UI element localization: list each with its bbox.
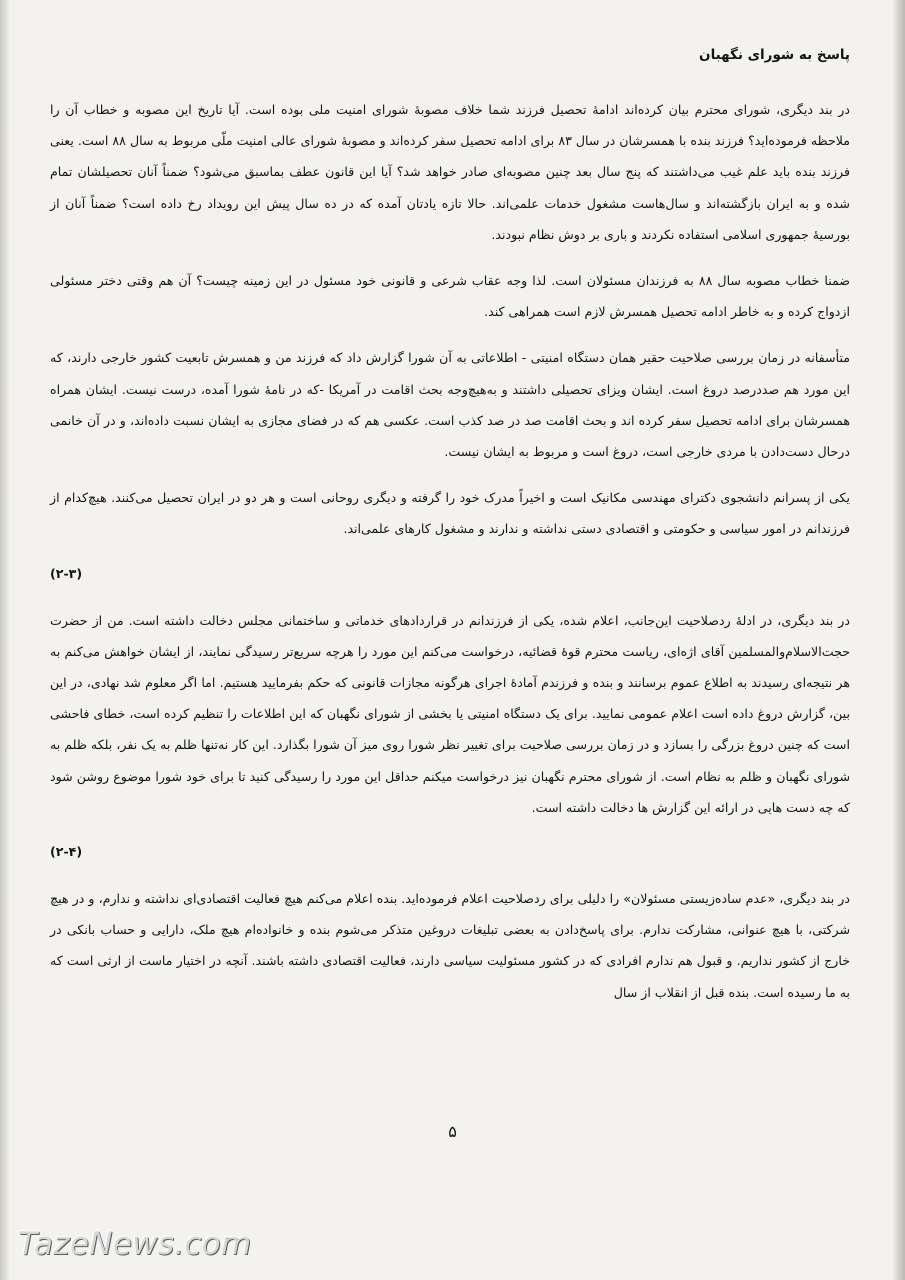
watermark-logo (18, 1226, 251, 1262)
scan-shadow-right (893, 0, 905, 1280)
paragraph: در بند دیگری، در ادلهٔ ردصلاحیت این‌جانب، اعلام شده، یکی از فرزندانم در قراردادهای خدماتی و ساختمانی مجلس دخالت داشته است. من از حضرت حجت‌الاسلام‌والمسلمین آقای اژه‌ای، ریاست محترم قوهٔ قضائیه، درخواست می‌کنم این مورد را هرچه سریع‌تر رسیدگی نمایند، از ایشان خواهش می‌کنم به هر نتیجه‌ای رسیدند به اطلاع عموم برسانند و بنده و فرزندم آمادهٔ اجرای هرگونه مجازات قانونی که حکم بفرمایید هستیم. اما اگر معلوم شد نهادی، در این بین، گزارش دروغ داده است اعلام عمومی نمایید. برای یک دستگاه امنیتی یا بخشی از شورای نگهبان که این اطلاعات را تنظیم کرده است، خطای فاحشی است که چنین دروغ بزرگی را بسازد و در زمان بررسی صلاحیت برای تغییر نظر شورا روی میز آن شورا بگذارد. این کار نه‌تنها ظلم به یک نفر، بلکه ظلم به شورای نگهبان و ظلم به نظام است. از شورای محترم نگهبان نیز درخواست میکنم حداقل این مورد را رسیدگی کنید تا برای خود شورا موضوع روشن شود که چه دست هایی در ارائه این گزارش ها دخالت داشته است. (50, 612, 850, 815)
document-page (50, 40, 850, 1023)
section-number: (۲-۴) (50, 844, 83, 860)
paragraph: متأسفانه در زمان بررسی صلاحیت حقیر همان دستگاه امنیتی - اطلاعاتی به آن شورا گزارش داد که فرزند من و همسرش تابعیت کشور خارجی دارند، که این مورد هم صددرصد دروغ است. ایشان ویزای تحصیلی داشتند و به‌هیچ‌وجه بحث اقامت در آمریکا -که در نامهٔ شورا آمده، درست نیست. ایشان همراه همسرشان برای ادامه تحصیل سفر کرده اند و بحث اقامت صد در صد کذب است. عکسی هم که در فضای مجازی به ایشان نسبت داده‌اند، و در آن خانمی درحال دست‌دادن با مردی خارجی است، دروغ است و مربوط به ایشان نیست. (50, 350, 850, 460)
watermark-text: TazeNews.com (18, 1226, 252, 1262)
document-body (50, 94, 850, 1008)
scan-shadow-left (0, 0, 9, 1280)
paragraph: در بند دیگری، «عدم ساده‌زیستی مسئولان» را دلیلی برای ردصلاحیت اعلام فرموده‌اید. بنده اعلام می‌کنم هیچ فعالیت اقتصادی‌ای نداشته و ندارم، و در هیچ شرکتی، با هیچ عنوانی، مشارکت ندارم. برای پاسخ‌دادن به بعضی تبلیغات دروغین متذکر می‌شوم بنده و خانواده‌ام هیچ ملک، دارایی و حساب بانکی در خارج از کشور نداریم. و قبول هم ندارم افرادی که در کشور مسئولیت سیاسی دارند، فعالیت اقتصادی داشته باشند. آنچه در اختیار ماست از ارثی است که به ما رسیده است. بنده قبل از انقلاب از سال (50, 891, 850, 1000)
paragraph: یکی از پسرانم دانشجوی دکترای مهندسی مکانیک است و اخیراً مدرک خود را گرفته و دیگری روحانی است و هر دو در ایران تحصیل می‌کنند. هیچ‌کدام از فرزندانم در امور سیاسی و حکومتی و اقتصادی دستی نداشته و ندارند و مشغول کارهای علمی‌اند. (50, 490, 850, 537)
document-header-title: پاسخ به شورای نگهبان (699, 47, 850, 63)
section-number: (۲-۳) (50, 565, 83, 581)
page-number: ۵ (448, 1122, 457, 1141)
paragraph: در بند دیگری، شورای محترم بیان کرده‌اند ادامهٔ تحصیل فرزند شما خلاف مصوبهٔ شورای امنیت ملی بوده است. آیا تاریخ این مصوبه و خطاب آن را ملاحظه فرموده‌اید؟ فرزند بنده با همسرشان در سال ۸۳ برای ادامه تحصیل سفر کرده‌اند و مصوبهٔ شورای عالی امنیت ملّی مربوط به سال ۸۸ است. یعنی فرزند بنده باید علم غیب می‌داشتند که پنج سال بعد چنین مصوبه‌ای صادر خواهد شد؟ آیا این قانون عطف بماسبق می‌شود؟ ضمناً آنان تحصیلشان تمام شده و به ایران بازگشته‌اند و سال‌هاست مشغول خدمات علمی‌اند. حالا تازه یادتان آمده که در ده سال پیش این رویداد رخ داده است؟ ضمناً آنان از بورسیهٔ جمهوری اسلامی استفاده نکردند و باری بر دوش نظام نبودند. (50, 102, 850, 242)
paragraph: ضمنا خطاب مصوبه سال ۸۸ به فرزندان مسئولان است. لذا وجه عقاب شرعی و قانونی خود مسئول در این زمینه چیست؟ آن هم وقتی دختر مسئولی ازدواج کرده و به خاطر ادامه تحصیل همسرش لازم است همراهی کند. (50, 273, 850, 320)
